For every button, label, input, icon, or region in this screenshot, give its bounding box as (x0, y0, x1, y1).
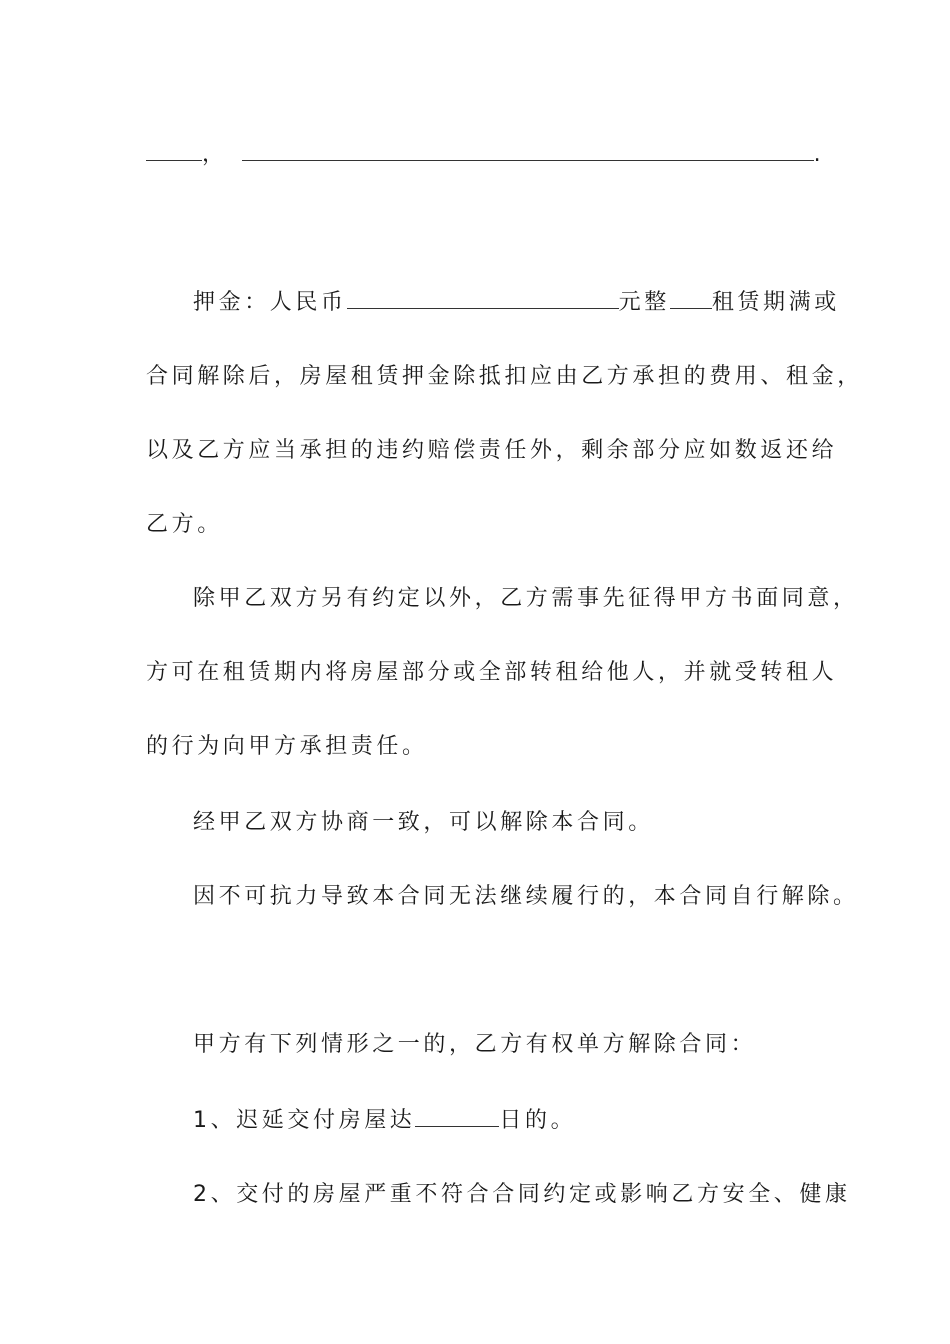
deposit-label: 押金：人民币 (193, 290, 347, 315)
blank-line-row (146, 140, 824, 170)
paragraph-line: 合同解除后，房屋租赁押金除抵扣应由乙方承担的费用、租金， (146, 364, 863, 389)
deposit-unit: 元整 (618, 290, 670, 315)
paragraph-line: 乙方。 (146, 512, 223, 537)
deposit-tail: 租赁期满或 (711, 290, 840, 315)
deposit-line (193, 288, 840, 318)
blank-field (242, 140, 814, 161)
paragraph-line: 以及乙方应当承担的违约赔偿责任外，剩余部分应如数返还给 (146, 438, 838, 463)
paragraph-line: 因不可抗力导致本合同无法继续履行的，本合同自行解除。 (193, 884, 859, 909)
deposit-amount-field (347, 288, 619, 309)
list-item-tail: 日的。 (499, 1108, 577, 1133)
paragraph-line: 的行为向甲方承担责任。 (146, 734, 428, 759)
list-item (193, 1106, 576, 1136)
paragraph-line: 经甲乙双方协商一致，可以解除本合同。 (193, 810, 654, 835)
comma-text: ， (202, 142, 228, 167)
paragraph-line: 甲方有下列情形之一的，乙方有权单方解除合同： (193, 1032, 757, 1057)
blank-field (146, 140, 202, 161)
period-text: . (813, 142, 825, 167)
list-item: 2、交付的房屋严重不符合合同约定或影响乙方安全、健康 (193, 1182, 851, 1207)
blank-field (670, 288, 712, 309)
paragraph-line: 除甲乙双方另有约定以外，乙方需事先征得甲方书面同意， (193, 586, 859, 611)
list-item-text: 1、迟延交付房屋达 (193, 1108, 416, 1133)
paragraph-line: 方可在租赁期内将房屋部分或全部转租给他人，并就受转租人 (146, 660, 838, 685)
days-field (415, 1106, 499, 1127)
